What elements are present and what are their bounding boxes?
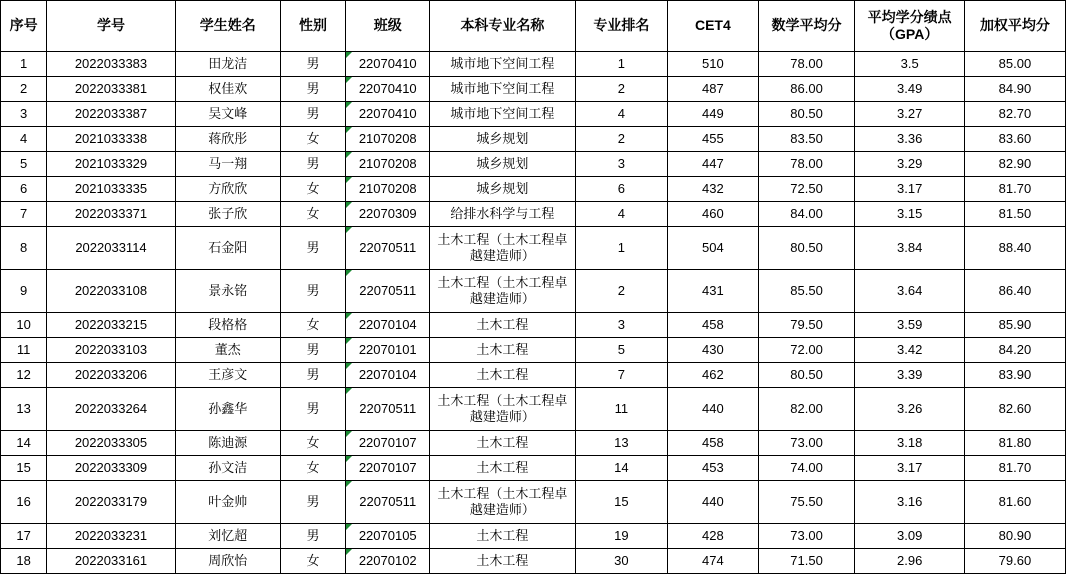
cell-student-id: 2022033383 <box>47 52 175 77</box>
column-header-class: 班级 <box>346 1 430 52</box>
cell-index: 13 <box>1 388 47 431</box>
cell-gender: 男 <box>280 102 345 127</box>
cell-class: 21070208 <box>346 152 430 177</box>
cell-gpa: 2.96 <box>855 549 964 574</box>
cell-student-id: 2022033103 <box>47 338 175 363</box>
cell-gpa: 3.15 <box>855 202 964 227</box>
cell-student-name: 董杰 <box>175 338 280 363</box>
cell-class: 22070511 <box>346 270 430 313</box>
cell-major-rank: 4 <box>575 102 668 127</box>
cell-cet4: 430 <box>668 338 759 363</box>
cell-class: 22070309 <box>346 202 430 227</box>
cell-gender: 女 <box>280 431 345 456</box>
cell-major-rank: 13 <box>575 431 668 456</box>
cell-major: 给排水科学与工程 <box>430 202 575 227</box>
cell-gender: 女 <box>280 456 345 481</box>
table-row <box>1 270 1066 313</box>
cell-index: 16 <box>1 481 47 524</box>
cell-class: 22070511 <box>346 388 430 431</box>
column-header-index: 序号 <box>1 1 47 52</box>
cell-student-name: 孙鑫华 <box>175 388 280 431</box>
cell-math-average: 86.00 <box>758 77 855 102</box>
cell-gender: 男 <box>280 52 345 77</box>
cell-gpa: 3.18 <box>855 431 964 456</box>
cell-gpa: 3.26 <box>855 388 964 431</box>
cell-major: 土木工程 <box>430 524 575 549</box>
cell-student-name: 吴文峰 <box>175 102 280 127</box>
cell-math-average: 75.50 <box>758 481 855 524</box>
table-row <box>1 177 1066 202</box>
cell-cet4: 455 <box>668 127 759 152</box>
cell-major-rank: 4 <box>575 202 668 227</box>
cell-weighted-average: 81.70 <box>964 456 1065 481</box>
column-header-major: 本科专业名称 <box>430 1 575 52</box>
cell-major: 土木工程 <box>430 431 575 456</box>
table-row <box>1 77 1066 102</box>
cell-gender: 女 <box>280 202 345 227</box>
cell-math-average: 74.00 <box>758 456 855 481</box>
cell-major: 土木工程 <box>430 549 575 574</box>
cell-gender: 女 <box>280 313 345 338</box>
cell-student-name: 陈迪源 <box>175 431 280 456</box>
cell-index: 1 <box>1 52 47 77</box>
cell-weighted-average: 81.60 <box>964 481 1065 524</box>
cell-student-name: 刘忆超 <box>175 524 280 549</box>
table-header-row <box>1 1 1066 52</box>
table-row <box>1 549 1066 574</box>
cell-cet4: 510 <box>668 52 759 77</box>
cell-major-rank: 14 <box>575 456 668 481</box>
cell-major-rank: 15 <box>575 481 668 524</box>
cell-weighted-average: 85.00 <box>964 52 1065 77</box>
table-row <box>1 127 1066 152</box>
column-header-math-average: 数学平均分 <box>758 1 855 52</box>
cell-student-id: 2022033114 <box>47 227 175 270</box>
cell-class: 22070511 <box>346 481 430 524</box>
cell-student-id: 2021033338 <box>47 127 175 152</box>
cell-major: 城市地下空间工程 <box>430 102 575 127</box>
cell-math-average: 71.50 <box>758 549 855 574</box>
cell-gpa: 3.49 <box>855 77 964 102</box>
cell-math-average: 83.50 <box>758 127 855 152</box>
cell-cet4: 460 <box>668 202 759 227</box>
cell-gpa: 3.59 <box>855 313 964 338</box>
cell-math-average: 80.50 <box>758 363 855 388</box>
cell-class: 22070410 <box>346 52 430 77</box>
cell-major-rank: 3 <box>575 313 668 338</box>
column-header-cet4: CET4 <box>668 1 759 52</box>
cell-major-rank: 5 <box>575 338 668 363</box>
cell-index: 4 <box>1 127 47 152</box>
column-header-weighted-average: 加权平均分 <box>964 1 1065 52</box>
cell-math-average: 82.00 <box>758 388 855 431</box>
table-row <box>1 227 1066 270</box>
cell-major: 城市地下空间工程 <box>430 77 575 102</box>
cell-class: 22070107 <box>346 456 430 481</box>
cell-class: 22070105 <box>346 524 430 549</box>
cell-math-average: 72.50 <box>758 177 855 202</box>
cell-major: 城乡规划 <box>430 177 575 202</box>
table-row <box>1 338 1066 363</box>
cell-student-name: 王彦文 <box>175 363 280 388</box>
cell-weighted-average: 86.40 <box>964 270 1065 313</box>
column-header-student-name: 学生姓名 <box>175 1 280 52</box>
cell-math-average: 85.50 <box>758 270 855 313</box>
cell-gender: 男 <box>280 481 345 524</box>
cell-weighted-average: 82.90 <box>964 152 1065 177</box>
cell-student-name: 景永铭 <box>175 270 280 313</box>
cell-gender: 男 <box>280 363 345 388</box>
cell-student-id: 2022033387 <box>47 102 175 127</box>
cell-gpa: 3.36 <box>855 127 964 152</box>
cell-index: 11 <box>1 338 47 363</box>
cell-cet4: 458 <box>668 313 759 338</box>
cell-gender: 男 <box>280 524 345 549</box>
cell-math-average: 80.50 <box>758 102 855 127</box>
cell-student-id: 2022033231 <box>47 524 175 549</box>
cell-major-rank: 6 <box>575 177 668 202</box>
table-row <box>1 313 1066 338</box>
cell-class: 22070102 <box>346 549 430 574</box>
table-body <box>1 52 1066 574</box>
table-row <box>1 456 1066 481</box>
cell-index: 12 <box>1 363 47 388</box>
cell-gpa: 3.84 <box>855 227 964 270</box>
cell-weighted-average: 83.90 <box>964 363 1065 388</box>
cell-index: 18 <box>1 549 47 574</box>
cell-weighted-average: 81.50 <box>964 202 1065 227</box>
cell-student-id: 2022033305 <box>47 431 175 456</box>
cell-gender: 男 <box>280 270 345 313</box>
cell-student-id: 2022033179 <box>47 481 175 524</box>
cell-weighted-average: 82.60 <box>964 388 1065 431</box>
cell-math-average: 84.00 <box>758 202 855 227</box>
cell-major-rank: 3 <box>575 152 668 177</box>
cell-index: 3 <box>1 102 47 127</box>
cell-major-rank: 1 <box>575 227 668 270</box>
cell-gender: 男 <box>280 77 345 102</box>
cell-gender: 女 <box>280 127 345 152</box>
cell-student-name: 孙文洁 <box>175 456 280 481</box>
cell-major: 土木工程（土木工程卓越建造师） <box>430 388 575 431</box>
cell-student-name: 权佳欢 <box>175 77 280 102</box>
cell-major-rank: 11 <box>575 388 668 431</box>
cell-gpa: 3.64 <box>855 270 964 313</box>
table-row <box>1 481 1066 524</box>
cell-class: 22070104 <box>346 313 430 338</box>
cell-index: 2 <box>1 77 47 102</box>
cell-class: 21070208 <box>346 177 430 202</box>
table-row <box>1 52 1066 77</box>
cell-student-id: 2022033309 <box>47 456 175 481</box>
table-row <box>1 431 1066 456</box>
cell-math-average: 73.00 <box>758 431 855 456</box>
cell-weighted-average: 80.90 <box>964 524 1065 549</box>
cell-cet4: 474 <box>668 549 759 574</box>
cell-math-average: 79.50 <box>758 313 855 338</box>
cell-weighted-average: 82.70 <box>964 102 1065 127</box>
cell-student-name: 方欣欣 <box>175 177 280 202</box>
cell-cet4: 504 <box>668 227 759 270</box>
cell-gpa: 3.16 <box>855 481 964 524</box>
cell-student-id: 2022033264 <box>47 388 175 431</box>
cell-student-id: 2022033206 <box>47 363 175 388</box>
cell-gpa: 3.29 <box>855 152 964 177</box>
cell-cet4: 449 <box>668 102 759 127</box>
table-row <box>1 152 1066 177</box>
cell-class: 22070101 <box>346 338 430 363</box>
cell-index: 14 <box>1 431 47 456</box>
cell-gpa: 3.27 <box>855 102 964 127</box>
cell-gpa: 3.5 <box>855 52 964 77</box>
cell-student-id: 2021033335 <box>47 177 175 202</box>
cell-class: 21070208 <box>346 127 430 152</box>
cell-gender: 女 <box>280 177 345 202</box>
cell-math-average: 73.00 <box>758 524 855 549</box>
cell-gpa: 3.17 <box>855 456 964 481</box>
cell-student-id: 2021033329 <box>47 152 175 177</box>
table-row <box>1 363 1066 388</box>
cell-index: 5 <box>1 152 47 177</box>
cell-index: 9 <box>1 270 47 313</box>
cell-student-id: 2022033161 <box>47 549 175 574</box>
cell-class: 22070107 <box>346 431 430 456</box>
cell-gender: 男 <box>280 152 345 177</box>
cell-major: 土木工程 <box>430 313 575 338</box>
cell-weighted-average: 84.90 <box>964 77 1065 102</box>
cell-major: 土木工程（土木工程卓越建造师） <box>430 227 575 270</box>
cell-major-rank: 7 <box>575 363 668 388</box>
cell-class: 22070104 <box>346 363 430 388</box>
cell-major-rank: 30 <box>575 549 668 574</box>
cell-weighted-average: 84.20 <box>964 338 1065 363</box>
cell-major: 土木工程 <box>430 363 575 388</box>
cell-student-name: 蒋欣彤 <box>175 127 280 152</box>
cell-class: 22070410 <box>346 102 430 127</box>
cell-cet4: 440 <box>668 481 759 524</box>
cell-cet4: 440 <box>668 388 759 431</box>
cell-cet4: 458 <box>668 431 759 456</box>
cell-major: 土木工程 <box>430 338 575 363</box>
table-row <box>1 102 1066 127</box>
cell-major: 土木工程（土木工程卓越建造师） <box>430 270 575 313</box>
cell-major: 城乡规划 <box>430 152 575 177</box>
cell-gpa: 3.42 <box>855 338 964 363</box>
cell-student-name: 田龙洁 <box>175 52 280 77</box>
cell-weighted-average: 83.60 <box>964 127 1065 152</box>
cell-gpa: 3.09 <box>855 524 964 549</box>
cell-major: 城乡规划 <box>430 127 575 152</box>
cell-student-name: 石金阳 <box>175 227 280 270</box>
cell-cet4: 453 <box>668 456 759 481</box>
cell-student-id: 2022033371 <box>47 202 175 227</box>
column-header-major-rank: 专业排名 <box>575 1 668 52</box>
cell-class: 22070410 <box>346 77 430 102</box>
cell-math-average: 80.50 <box>758 227 855 270</box>
column-header-student-id: 学号 <box>47 1 175 52</box>
cell-gpa: 3.39 <box>855 363 964 388</box>
cell-cet4: 462 <box>668 363 759 388</box>
cell-student-name: 马一翔 <box>175 152 280 177</box>
cell-index: 17 <box>1 524 47 549</box>
cell-weighted-average: 81.80 <box>964 431 1065 456</box>
cell-weighted-average: 79.60 <box>964 549 1065 574</box>
cell-major-rank: 2 <box>575 77 668 102</box>
cell-gender: 男 <box>280 338 345 363</box>
cell-student-name: 周欣怡 <box>175 549 280 574</box>
cell-major-rank: 2 <box>575 127 668 152</box>
cell-major: 土木工程 <box>430 456 575 481</box>
cell-cet4: 432 <box>668 177 759 202</box>
cell-index: 15 <box>1 456 47 481</box>
cell-class: 22070511 <box>346 227 430 270</box>
cell-cet4: 428 <box>668 524 759 549</box>
cell-index: 7 <box>1 202 47 227</box>
cell-weighted-average: 85.90 <box>964 313 1065 338</box>
column-header-gender: 性别 <box>280 1 345 52</box>
cell-cet4: 487 <box>668 77 759 102</box>
cell-student-id: 2022033108 <box>47 270 175 313</box>
cell-cet4: 431 <box>668 270 759 313</box>
cell-weighted-average: 88.40 <box>964 227 1065 270</box>
cell-major-rank: 2 <box>575 270 668 313</box>
cell-index: 6 <box>1 177 47 202</box>
cell-major-rank: 1 <box>575 52 668 77</box>
cell-student-name: 段格格 <box>175 313 280 338</box>
table-row <box>1 388 1066 431</box>
cell-math-average: 78.00 <box>758 152 855 177</box>
cell-index: 8 <box>1 227 47 270</box>
cell-gender: 男 <box>280 227 345 270</box>
cell-cet4: 447 <box>668 152 759 177</box>
table-row <box>1 202 1066 227</box>
column-header-gpa: 平均学分绩点（GPA） <box>855 1 964 52</box>
cell-weighted-average: 81.70 <box>964 177 1065 202</box>
cell-major-rank: 19 <box>575 524 668 549</box>
cell-student-name: 张子欣 <box>175 202 280 227</box>
cell-gender: 男 <box>280 388 345 431</box>
cell-student-name: 叶金帅 <box>175 481 280 524</box>
cell-gender: 女 <box>280 549 345 574</box>
cell-major: 城市地下空间工程 <box>430 52 575 77</box>
cell-student-id: 2022033215 <box>47 313 175 338</box>
cell-math-average: 78.00 <box>758 52 855 77</box>
cell-major: 土木工程（土木工程卓越建造师） <box>430 481 575 524</box>
cell-math-average: 72.00 <box>758 338 855 363</box>
table-row <box>1 524 1066 549</box>
cell-gpa: 3.17 <box>855 177 964 202</box>
cell-student-id: 2022033381 <box>47 77 175 102</box>
cell-index: 10 <box>1 313 47 338</box>
